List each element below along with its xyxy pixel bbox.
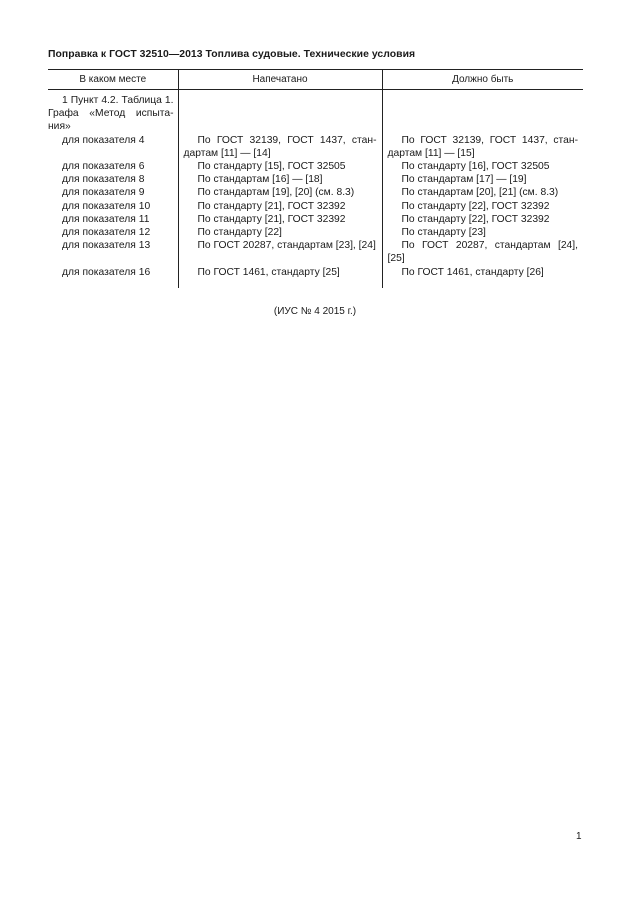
row-printed-text: По ГОСТ 1461, стандарту [25] — [197, 266, 340, 278]
table-row-intro — [48, 90, 583, 134]
row-printed — [178, 239, 382, 265]
row-printed-text: По стандарту [21], ГОСТ 32392 — [197, 213, 346, 225]
row-printed — [178, 266, 382, 288]
header-printed: Напечатано — [178, 70, 382, 90]
row-location: для показателя 4 — [62, 134, 145, 146]
row-printed-text: По стандарту [22] — [197, 227, 282, 239]
table-row — [48, 160, 583, 173]
row-correct — [382, 134, 583, 160]
table-row — [48, 239, 583, 265]
intro-printed — [178, 90, 382, 134]
row-location: для показателя 12 — [62, 227, 151, 239]
row-printed — [178, 226, 382, 239]
row-printed-text: По ГОСТ 32139, ГОСТ 1437, стандартам [11] — [14] — [183, 134, 377, 159]
row-correct — [382, 213, 583, 226]
row-printed — [178, 134, 382, 160]
row-location: для показателя 13 — [62, 240, 151, 252]
header-correct: Должно быть — [382, 70, 583, 90]
row-location: для показателя 10 — [62, 200, 151, 212]
row-printed — [178, 186, 382, 199]
row-correct-text: По стандарту [22], ГОСТ 32392 — [401, 200, 550, 212]
row-correct — [382, 239, 583, 265]
row-location: для показателя 16 — [62, 266, 151, 278]
row-correct-text: По стандарту [16], ГОСТ 32505 — [401, 161, 550, 173]
table-row — [48, 213, 583, 226]
row-correct-text: По стандартам [17] — [19] — [401, 174, 527, 186]
row-location: для показателя 11 — [62, 213, 150, 225]
row-location: для показателя 9 — [62, 187, 145, 199]
intro-correct — [382, 90, 583, 134]
row-printed-text: По стандарту [15], ГОСТ 32505 — [197, 161, 346, 173]
page-number: 1 — [576, 831, 582, 842]
row-printed-text: По стандартам [19], [20] (см. 8.3) — [197, 187, 355, 199]
row-correct-text: По стандарту [22], ГОСТ 32392 — [401, 213, 550, 225]
table-row — [48, 173, 583, 186]
row-printed-text: По ГОСТ 20287, стандартам [23], [24] — [197, 240, 376, 252]
publication-note: (ИУС № 4 2015 г.) — [273, 306, 357, 317]
header-location: В каком месте — [48, 70, 178, 90]
row-printed — [178, 213, 382, 226]
corrections-table — [48, 69, 583, 288]
row-location: для показателя 8 — [62, 174, 145, 186]
row-correct — [382, 226, 583, 239]
row-correct — [382, 266, 583, 288]
table-row — [48, 226, 583, 239]
row-printed — [178, 173, 382, 186]
row-correct-text: По стандарту [23] — [401, 227, 486, 239]
row-correct — [382, 186, 583, 199]
intro-location: 1 Пункт 4.2. Таблица 1. Графа «Метод испытания» — [48, 95, 174, 133]
row-correct — [382, 173, 583, 186]
row-correct — [382, 160, 583, 173]
row-correct-text: По ГОСТ 1461, стандарту [26] — [401, 266, 544, 278]
row-location: для показателя 6 — [62, 161, 145, 173]
row-correct-text: По ГОСТ 32139, ГОСТ 1437, стандартам [11] — [15] — [387, 134, 578, 159]
row-printed — [178, 200, 382, 213]
table-row — [48, 186, 583, 199]
row-correct-text: По стандартам [20], [21] (см. 8.3) — [401, 187, 559, 199]
row-printed — [178, 160, 382, 173]
table-row — [48, 134, 583, 160]
row-printed-text: По стандартам [16] — [18] — [197, 174, 323, 186]
table-row — [48, 200, 583, 213]
table-row — [48, 266, 583, 288]
table-header-row — [48, 70, 583, 90]
row-correct-text: По ГОСТ 20287, стандартам [24], [25] — [387, 240, 578, 265]
document-title: Поправка к ГОСТ 32510—2013 Топлива судовые. Технические условия — [48, 49, 416, 60]
row-correct — [382, 200, 583, 213]
row-printed-text: По стандарту [21], ГОСТ 32392 — [197, 200, 346, 212]
